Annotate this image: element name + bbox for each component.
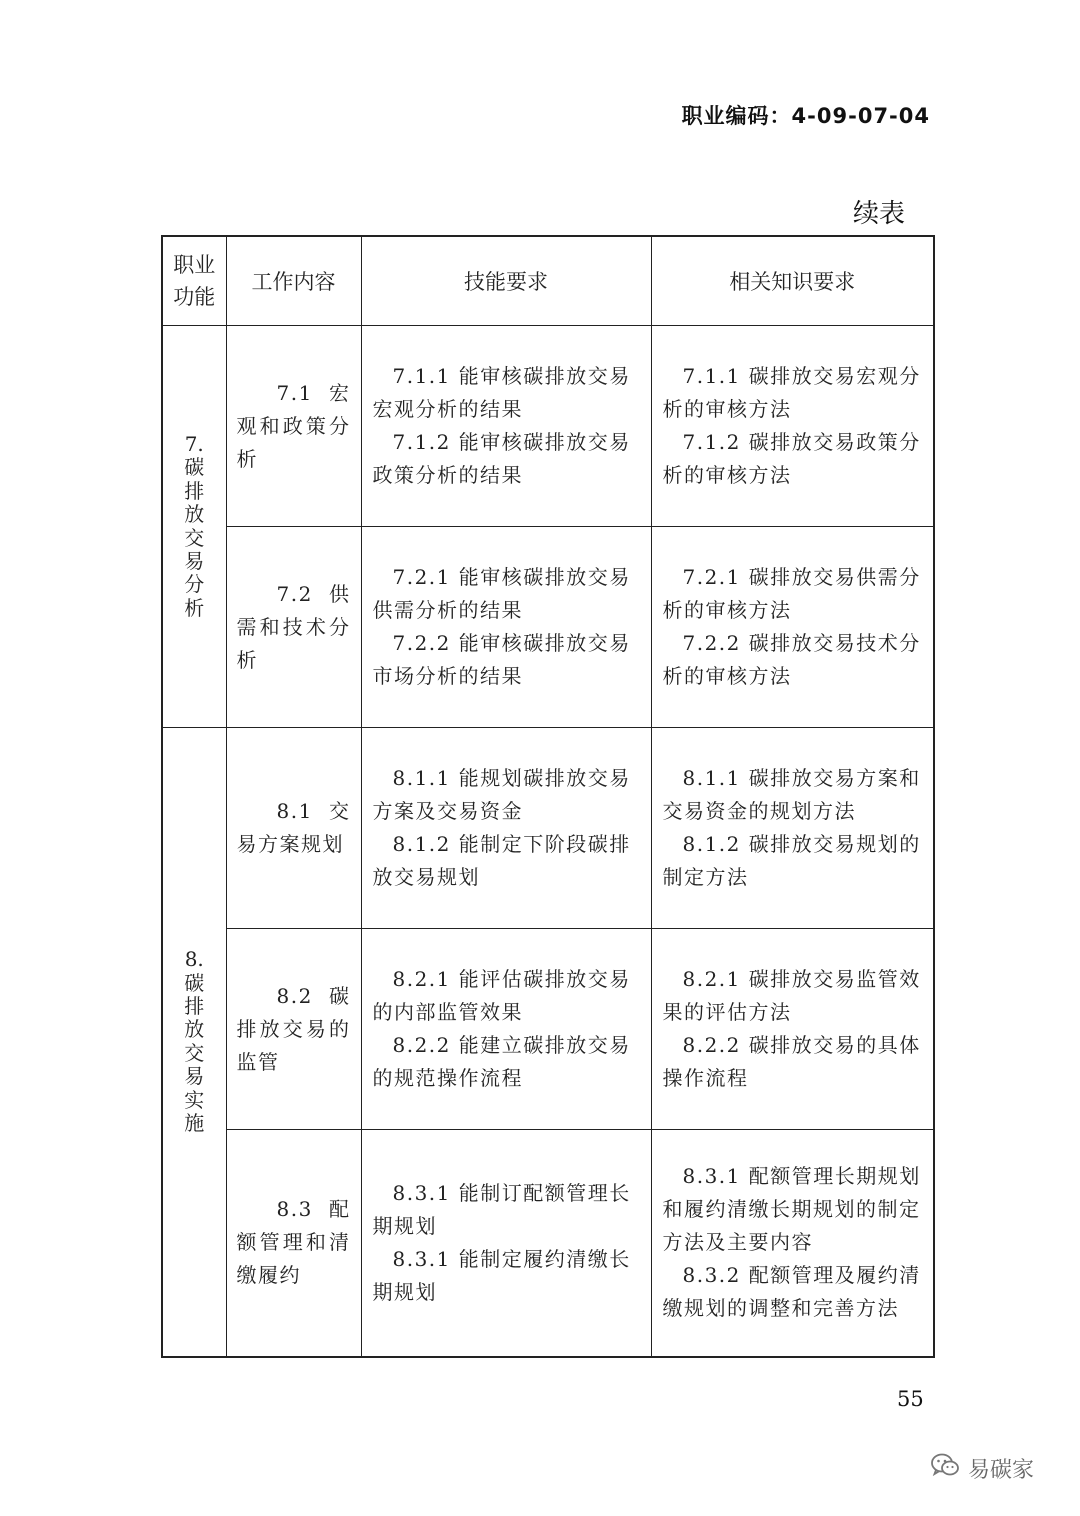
skill-item: 8.2.2 能建立碳排放交易的规范操作流程 (372, 1033, 631, 1090)
knowledge-item: 8.3.2 配额管理及履约清缴规划的调整和完善方法 (662, 1263, 921, 1321)
skills-table (161, 235, 935, 1358)
work-content: 7.2 供需和技术分析 (236, 581, 351, 672)
function-char: 易 (184, 548, 205, 573)
function-char: 析 (184, 595, 205, 620)
function-char: 易 (184, 1064, 205, 1089)
table-row (162, 326, 934, 527)
table-row (162, 1130, 934, 1357)
work-content: 8.2 碳排放交易的监管 (236, 983, 351, 1074)
table-row (162, 527, 934, 728)
function-number: 7. (184, 431, 204, 456)
skill-item: 8.2.1 能评估碳排放交易的内部监管效果 (372, 967, 631, 1024)
function-cell-8 (162, 728, 226, 1357)
knowledge-item: 8.2.2 碳排放交易的具体操作流程 (662, 1033, 921, 1090)
knowledge-cell (651, 527, 934, 728)
watermark-text: 易碳家 (968, 1457, 1035, 1483)
header-skill-requirements: 技能要求 (361, 236, 651, 326)
knowledge-item: 7.1.1 碳排放交易宏观分析的审核方法 (662, 364, 921, 421)
skill-item: 7.1.2 能审核碳排放交易政策分析的结果 (372, 430, 631, 487)
skill-item: 8.3.1 能制订配额管理长期规划 (372, 1180, 631, 1238)
function-cell-7 (162, 326, 226, 728)
watermark (930, 1452, 1034, 1484)
skills-cell (361, 929, 651, 1130)
continued-label: 续表 (852, 199, 905, 229)
knowledge-cell (651, 929, 934, 1130)
occupation-code: 职业编码：4-09-07-04 (681, 104, 930, 128)
function-char: 施 (184, 1110, 205, 1135)
header-knowledge-requirements: 相关知识要求 (651, 236, 934, 326)
function-char: 放 (184, 502, 205, 527)
knowledge-item: 7.1.2 碳排放交易政策分析的审核方法 (662, 430, 921, 487)
knowledge-cell (651, 326, 934, 527)
function-char: 放 (184, 1017, 205, 1042)
work-content-cell (226, 929, 361, 1130)
function-char: 交 (184, 1040, 205, 1065)
function-char: 排 (184, 478, 205, 503)
work-content: 7.1 宏观和政策分析 (236, 380, 351, 471)
function-number: 8. (184, 947, 204, 972)
function-char: 分 (184, 572, 205, 597)
wechat-icon (930, 1452, 960, 1484)
work-content: 8.3 配额管理和清缴履约 (236, 1197, 351, 1288)
table-row (162, 728, 934, 929)
function-char: 排 (184, 993, 205, 1018)
table-row (162, 929, 934, 1130)
work-content: 8.1 交易方案规划 (236, 799, 351, 856)
skill-item: 7.2.2 能审核碳排放交易市场分析的结果 (372, 631, 631, 688)
skill-item: 8.1.2 能制定下阶段碳排放交易规划 (372, 832, 631, 889)
knowledge-item: 7.2.2 碳排放交易技术分析的审核方法 (662, 631, 921, 688)
work-content-cell (226, 527, 361, 728)
knowledge-cell (651, 728, 934, 929)
table-header-row (162, 236, 934, 326)
knowledge-item: 7.2.1 碳排放交易供需分析的审核方法 (662, 565, 921, 622)
work-content-cell (226, 326, 361, 527)
work-content-cell (226, 1130, 361, 1357)
knowledge-cell (651, 1130, 934, 1357)
function-char: 碳 (184, 455, 205, 480)
function-char: 交 (184, 525, 205, 550)
header-work-content: 工作内容 (226, 236, 361, 326)
knowledge-item: 8.1.1 碳排放交易方案和交易资金的规划方法 (662, 766, 921, 823)
skills-cell (361, 527, 651, 728)
skill-item: 7.1.1 能审核碳排放交易宏观分析的结果 (372, 364, 631, 421)
skill-item: 8.3.1 能制定履约清缴长期规划 (372, 1246, 631, 1304)
skills-cell (361, 1130, 651, 1357)
knowledge-item: 8.2.1 碳排放交易监管效果的评估方法 (662, 967, 921, 1024)
skills-cell (361, 728, 651, 929)
knowledge-item: 8.1.2 碳排放交易规划的制定方法 (662, 832, 921, 889)
header-function: 职业 功能 (162, 236, 226, 326)
page-number: 55 (897, 1387, 924, 1411)
skill-item: 8.1.1 能规划碳排放交易方案及交易资金 (372, 766, 631, 823)
function-char: 碳 (184, 970, 205, 995)
function-char: 实 (184, 1087, 205, 1112)
work-content-cell (226, 728, 361, 929)
knowledge-item: 8.3.1 配额管理长期规划和履约清缴长期规划的制定方法及主要内容 (662, 1164, 921, 1255)
skill-item: 7.2.1 能审核碳排放交易供需分析的结果 (372, 565, 631, 622)
skills-cell (361, 326, 651, 527)
